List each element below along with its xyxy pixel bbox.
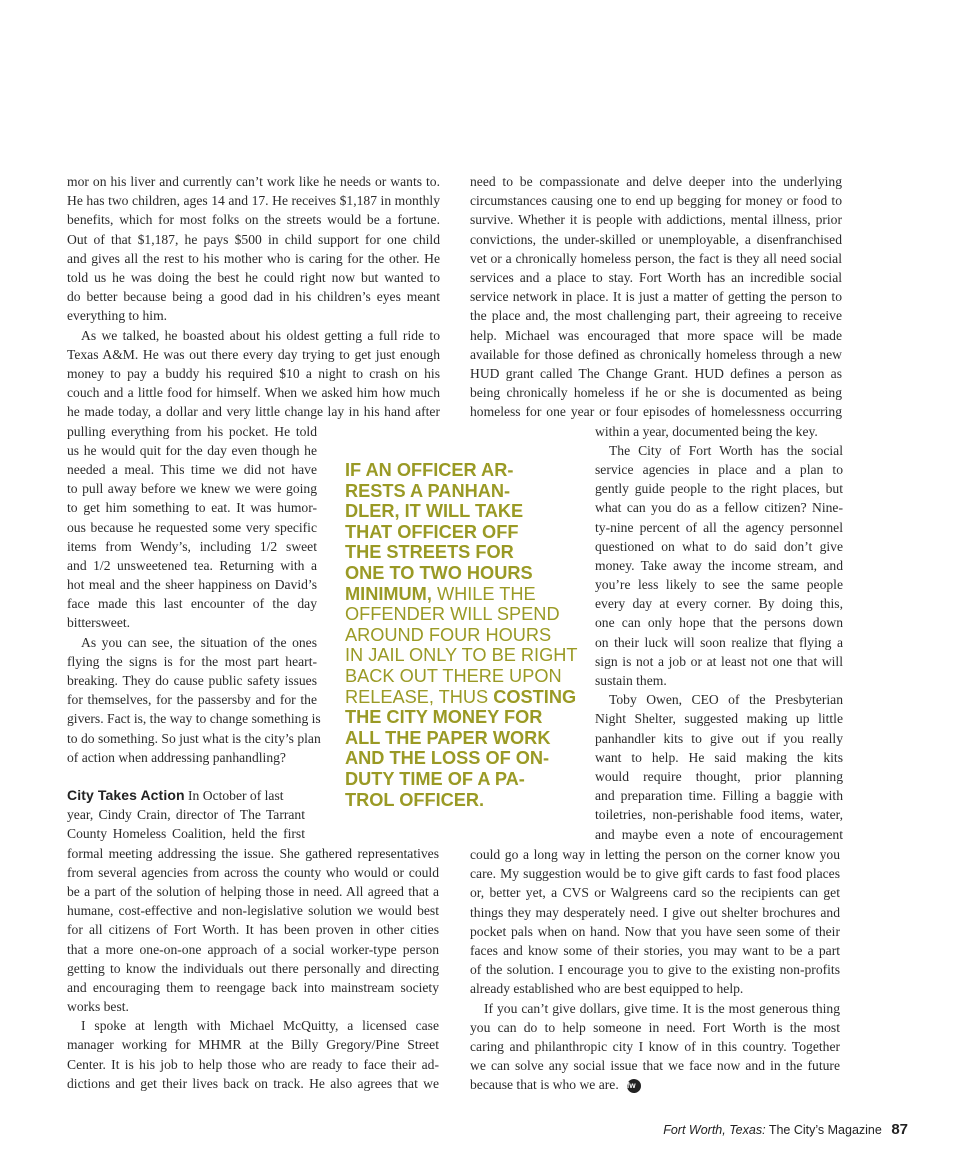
body-line: items from Wendy’s, including 1/2 sweet [67,538,317,554]
right-column-top [470,172,842,421]
body-line: ous because he requested some very specific [67,519,317,535]
body-line: couch and a little food for himself. When we asked him how much [67,385,440,401]
footer-tagline: The City’s Magazine [768,1123,882,1137]
body-line: faces and know some of their stories, you may want to be a part [470,942,840,958]
body-line: circumstances causing one to end up begging for money or food to [470,193,842,209]
body-line: questioned on what to do said don’t give [595,538,843,554]
left-column-subhead-block [67,786,305,844]
body-line: and 1/2 unsweetened tea. Returning with a [67,557,317,573]
body-line: breaking. They do cause public safety issues [67,673,317,689]
body-line: pocket pals when on hand. Now that you have seen some of their [470,923,840,939]
body-line: help. Michael was encouraged that more space will be made [470,327,842,343]
pull-quote-line: AROUND FOUR HOURS [345,624,552,645]
pull-quote-line: OFFENDER WILL SPEND [345,604,560,625]
body-line: year, Cindy Crain, director of The Tarrant [67,807,305,823]
body-line: because that is who we are. fw [470,1075,840,1094]
body-line: money to pay a buddy his required $10 a night to crash on his [67,365,440,381]
pull-quote-line: RESTS A PANHAN- [345,480,511,501]
body-line: He has two children, ages 14 and 17. He receives $1,187 in monthly [67,193,440,209]
body-line: care. My suggestion would be to give gift cards to fast food places [470,866,840,882]
body-line: I spoke at length with Michael McQuitty, a licensed case [81,1018,439,1034]
body-line: need to be compassionate and delve deeper into the underlying [470,174,842,189]
body-line: and gives all the rest to his mother who is caring for the other. He [67,250,440,266]
body-line: getting to know the individuals out there personally and directing [67,960,439,976]
body-line: that a more one-on-one approach of a social worker-type person [67,941,439,957]
body-line: on their luck will soon realize that flying a [595,634,843,650]
pull-quote-line: ONE TO TWO HOURS [345,562,533,583]
body-line: mor on his liver and currently can’t work like he needs or wants to. [67,174,440,189]
body-line: works best. [67,999,129,1015]
body-line: what can you do as a fellow citizen? Nine- [595,500,843,516]
body-line: sustain them. [595,673,667,689]
body-line: us he would quit for the day even though he [67,442,317,458]
body-line: told us he was doing the best he could right now but wanted to [67,269,440,285]
body-line: flying the signs is for the most part heart- [67,653,317,669]
pull-quote-line: AND THE LOSS OF ON- [345,748,550,769]
body-line: County Homeless Coalition, held the first [67,826,305,842]
left-column-top [67,172,440,421]
body-line: you can do to help someone in need. Fort Worth is the most [470,1019,840,1035]
body-line: benefits, which for most folks on the streets would be a fortune. [67,212,440,228]
body-line: givers. Fact is, the way to change something is [67,711,321,727]
body-line: available for those defined as chronically homeless through a new [470,346,842,362]
body-line: manager working for MHMR at the Billy Gregory/Pine Street [67,1037,439,1053]
body-line: The City of Fort Worth has the social [609,442,843,458]
body-line: Toby Owen, CEO of the Presbyterian [609,692,843,708]
body-line: within a year, documented being the key. [595,423,818,439]
pull-quote-line: THE STREETS FOR [345,542,514,563]
pull-quote-line: IF AN OFFICER AR- [345,460,514,480]
body-line: needed a meal. This time we did not have [67,461,317,477]
body-line: Out of that $1,187, he pays $500 in child support for one child [67,231,440,247]
body-line: As we talked, he boasted about his oldest getting a full ride to [81,327,440,343]
body-line: everything to him. [67,308,168,324]
body-line: toiletries, non-perishable food items, water, [595,807,843,823]
body-line: homeless for one year or four episodes of homelessness occurring [470,404,842,420]
page-number: 87 [891,1121,908,1138]
body-line: would require thought, prior planning [595,768,843,784]
body-line: to pull away before we knew we were going [67,481,317,497]
pull-quote-line: DUTY TIME OF A PA- [345,768,525,789]
body-line: from several agencies from across the county who would or could [67,864,439,880]
section-subhead: City Takes Action [67,787,185,803]
body-line: he made today, a dollar and very little change lay in his hand after [67,404,440,420]
body-line: for themselves, for the passersby and for the [67,692,317,708]
footer-publication: Fort Worth, Texas: [663,1123,766,1137]
body-line: and maybe even a note of encouragement [595,826,843,842]
pull-quote-line: IN JAIL ONLY TO BE RIGHT [345,645,578,666]
body-line: and preparation time. Filling a baggie with [595,788,843,804]
page-footer [663,1121,908,1138]
pull-quote-line: BACK OUT THERE UPON [345,665,562,686]
body-line: gently guide people to the right places, but [595,481,843,497]
body-line: caring and philanthropic city I know of in this country. Together [470,1038,840,1054]
body-line: money. Take away the income stream, and [595,557,843,573]
body-line: want to help. He said making the kits [595,749,843,765]
body-line: As you can see, the situation of the ones [81,634,317,650]
subhead-lead-text: In October of last [188,788,284,803]
body-line: convictions, the under-skilled or unemployable, a disenfranchised [470,231,842,247]
body-line: already established who are best equipped to help. [470,981,744,997]
body-line: and encouraging them to reengage back into mainstream society [67,979,439,995]
pull-quote-line: MINIMUM, WHILE THE [345,583,536,604]
body-line: of action when addressing panhandling? [67,749,286,765]
body-line: hot meal and the sheer happiness on David’s [67,577,317,593]
body-line: being chronically homeless if he or she is documented as being [470,385,842,401]
body-line: could go a long way in letting the person on the corner know you [470,847,840,862]
subhead-line [67,786,305,805]
body-line: Night Shelter, suggested making up little [595,711,843,727]
body-line: do better because being a good dad in his children’s eyes meant [67,289,440,305]
body-line: things they may desperately need. I give out shelter brochures and [470,904,840,920]
body-line: If you can’t give dollars, give time. It is the most generous thing [484,1000,840,1016]
pull-quote-line: RELEASE, THUS COSTING [345,686,577,707]
body-line: service network in place. It is just a matter of getting the person to [470,289,842,305]
body-line: for all citizens of Fort Worth. It has been proven in other cities [67,922,439,938]
body-line: pulling everything from his pocket. He told [67,423,317,439]
body-line: dictions and get their lives back on track. He also agrees that we [67,1075,439,1091]
body-line: survive. Whether it is people with addictions, mental illness, prior [470,212,842,228]
body-line: to get him something to eat. It was humor- [67,500,317,516]
body-line: panhandler kits to give out if you really [595,730,843,746]
pull-quote-line: THE CITY MONEY FOR [345,707,543,728]
body-line: the place and, the most challenging part, their agreeing to receive [470,308,842,324]
pull-quote-line: ALL THE PAPER WORK [345,727,551,748]
fw-end-mark-icon: fw [627,1079,641,1093]
body-line: you’re less likely to see the same people [595,577,843,593]
pull-quote [345,460,578,810]
body-line: ty-nine percent of all the agency personnel [595,519,843,535]
body-line: of the solution. I encourage you to give to the existing non-profits [470,962,840,978]
body-line: formal meeting addressing the issue. She gathered representatives [67,845,439,861]
left-column-bottom [67,844,439,1093]
body-line: Center. It is his job to help those who are ready to face their ad- [67,1056,439,1072]
right-column-bottom [470,845,840,1094]
body-line: one can only hope that the persons down [595,615,843,631]
body-line: be a part of the solution of helping those in need. All agreed that a [67,883,439,899]
body-line: to do something. So just what is the city’s plan [67,730,321,746]
pull-quote-line: TROL OFFICER. [345,789,485,810]
body-line: face made this last encounter of the day [67,596,317,612]
body-line: HUD grant called The Change Grant. HUD defines a person as [470,365,842,381]
body-line: bittersweet. [67,615,131,631]
body-line: humane, cost-effective and non-legislative solution we would best [67,903,439,919]
body-line: sign is not a job or at least not one that will [595,653,843,669]
right-column-narrow [595,422,843,844]
body-line: or, better yet, a CVS or Walgreens card so the recipients can get [470,885,840,901]
body-line: Texas A&M. He was out there every day trying to get just enough [67,346,440,362]
left-column-narrow [67,422,321,767]
pull-quote-line: THAT OFFICER OFF [345,521,519,542]
body-line: we can solve any social issue that we face now and in the future [470,1058,840,1074]
body-line: service agencies in place and a plan to [595,461,843,477]
pull-quote-line: DLER, IT WILL TAKE [345,501,524,522]
body-line: every day at every corner. By doing this, [595,596,843,612]
body-line: services and a place to stay. Fort Worth has an incredible social [470,269,842,285]
body-line: vet or a chronically homeless person, the fact is they all need social [470,250,842,266]
